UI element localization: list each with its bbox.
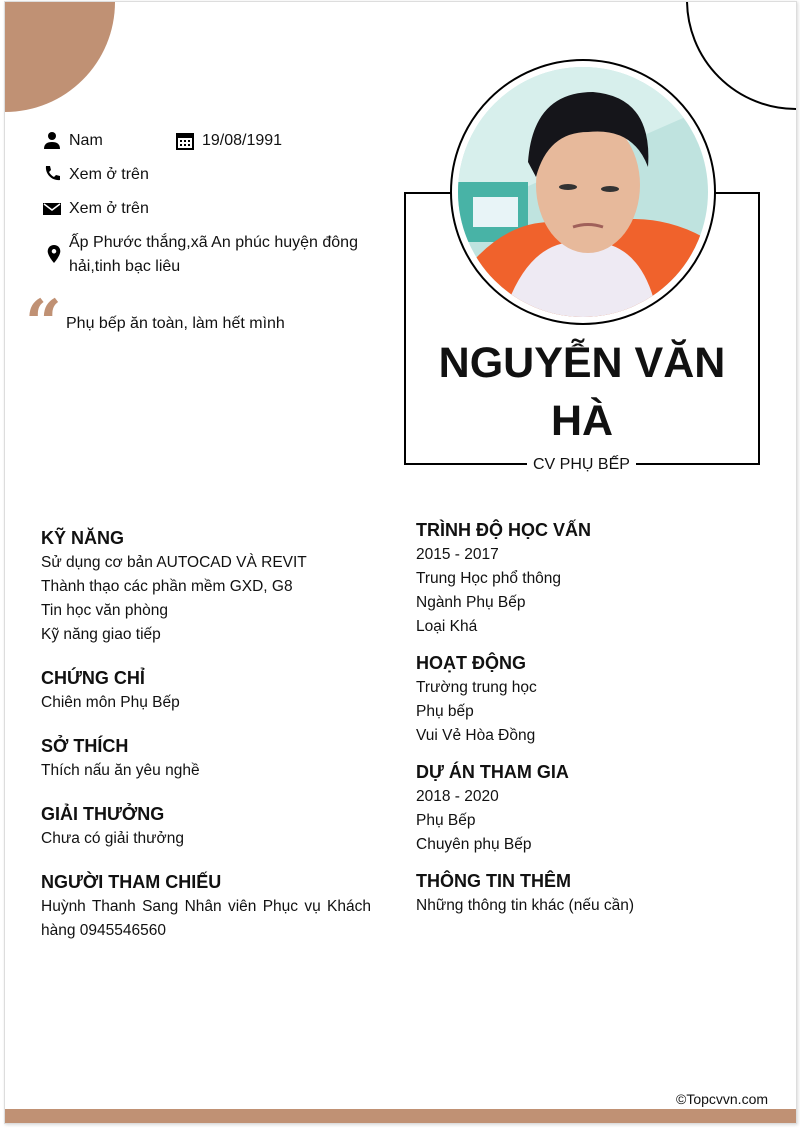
gender-text: Nam (69, 132, 103, 149)
person-icon (43, 131, 61, 149)
certificates-section (41, 665, 371, 715)
footer-copyright: ©Topcvvn.com (676, 1091, 769, 1107)
activity-item: Phụ bếp (416, 703, 474, 720)
projects-section (416, 759, 756, 857)
address-line-1: Ấp Phước thắng,xã An phúc huyện đông (69, 234, 358, 251)
phone-text: Xem ở trên (69, 166, 149, 183)
awards-section (41, 801, 371, 851)
activity-item: Trường trung học (416, 679, 537, 696)
education-item: Trung Học phổ thông (416, 570, 562, 587)
section-title: THÔNG TIN THÊM (416, 871, 571, 891)
section-title: HOẠT ĐỘNG (416, 653, 526, 673)
section-title: SỞ THÍCH (41, 736, 129, 756)
reference-item: Huỳnh Thanh Sang Nhân viên Phục vụ Khách hàng 0945546560 (41, 898, 371, 939)
skill-item: Tin học văn phòng (41, 602, 168, 619)
education-item: Ngành Phụ Bếp (416, 594, 526, 611)
education-item: Loại Khá (416, 618, 478, 635)
address-line-2: hải,tinh bạc liêu (69, 258, 181, 275)
section-title: TRÌNH ĐỘ HỌC VẤN (416, 520, 591, 540)
position-title: CV PHỤ BẾP (527, 454, 636, 476)
location-pin-icon (45, 245, 63, 263)
hobby-item: Thích nấu ăn yêu nghề (41, 762, 200, 779)
avatar (450, 59, 716, 325)
project-item: 2018 - 2020 (416, 788, 499, 805)
activity-item: Vui Vẻ Hòa Đồng (416, 727, 536, 744)
email-icon (43, 200, 61, 218)
certificate-item: Chiên môn Phụ Bếp (41, 694, 180, 711)
section-title: DỰ ÁN THAM GIA (416, 762, 569, 782)
education-item: 2015 - 2017 (416, 546, 499, 563)
award-item: Chưa có giải thưởng (41, 830, 184, 847)
quote-icon: “ (25, 286, 62, 361)
activities-section (416, 650, 756, 748)
name-line-2: HÀ (550, 397, 614, 445)
skills-section (41, 525, 371, 647)
section-title: CHỨNG CHỈ (41, 668, 145, 688)
references-section (41, 869, 371, 943)
phone-icon (43, 165, 61, 183)
left-column (41, 525, 371, 961)
project-item: Phụ Bếp (416, 812, 476, 829)
hobbies-section (41, 733, 371, 783)
decorative-outline-circle (686, 1, 797, 110)
decorative-corner-circle (4, 1, 115, 112)
skill-item: Thành thạo các phần mềm GXD, G8 (41, 578, 293, 595)
profile-photo (458, 67, 708, 317)
section-title: GIẢI THƯỞNG (41, 804, 165, 824)
bottom-accent-bar (5, 1109, 796, 1123)
cv-sheet (4, 1, 797, 1124)
candidate-name (415, 334, 749, 450)
calendar-icon (176, 132, 194, 150)
career-objective: Phụ bếp ăn toàn, làm hết mình (66, 315, 285, 332)
additional-info-section (416, 868, 756, 918)
email-text: Xem ở trên (69, 200, 149, 217)
project-item: Chuyên phụ Bếp (416, 836, 532, 853)
education-section (416, 517, 756, 639)
right-column (416, 517, 756, 936)
skill-item: Kỹ năng giao tiếp (41, 626, 161, 643)
skill-item: Sử dụng cơ bản AUTOCAD VÀ REVIT (41, 554, 307, 571)
additional-info-item: Những thông tin khác (nếu cần) (416, 897, 635, 914)
name-line-1: NGUYỄN VĂN (438, 339, 726, 387)
birthday-text: 19/08/1991 (202, 132, 283, 149)
section-title: KỸ NĂNG (41, 528, 125, 548)
section-title: NGƯỜI THAM CHIẾU (41, 872, 222, 892)
